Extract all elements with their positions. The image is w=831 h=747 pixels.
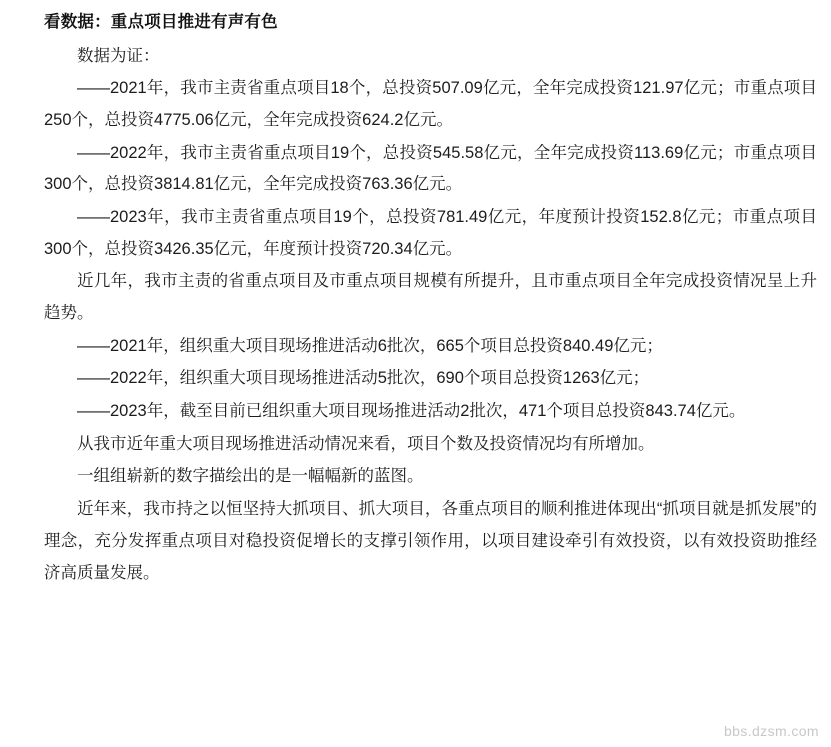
paragraph-2023-site-events: ——2023年，截至目前已组织重大项目现场推进活动2批次，471个项目总投资843.74亿元。 xyxy=(77,402,746,421)
paragraph-blueprint: 一组组崭新的数字描绘出的是一幅幅新的蓝图。 xyxy=(77,467,424,486)
paragraph-intro: 数据为证： xyxy=(77,46,160,65)
paragraph-2021-key-project-data: ——2021年，我市主责省重点项目18个，总投资507.09亿元，全年完成投资121.97亿元；市重点项目250个，总投资4775.06亿元，全年完成投资624.2亿元。 xyxy=(44,79,817,130)
paragraph-2022-key-project-data: ——2022年，我市主责省重点项目19个，总投资545.58亿元，全年完成投资113.69亿元；市重点项目300个，总投资3814.81亿元，全年完成投资763.36亿元。 xyxy=(44,143,817,194)
paragraph-2022-site-events: ——2022年，组织重大项目现场推进活动5批次，690个项目总投资1263亿元； xyxy=(77,369,650,388)
paragraph-scale-summary: 近几年，我市主责的省重点项目及市重点项目规模有所提升，且市重点项目全年完成投资情况呈上升趋势。 xyxy=(44,272,817,323)
site-watermark: bbs.dzsm.com xyxy=(723,723,819,739)
paragraph-2021-site-events: ——2021年，组织重大项目现场推进活动6批次，665个项目总投资840.49亿元； xyxy=(77,336,663,355)
page-title: 看数据：重点项目推进有声有色 xyxy=(44,13,278,31)
paragraph-closing: 近年来，我市持之以恒坚持大抓项目、抓大项目，各重点项目的顺利推进体现出“抓项目就是抓发展”的理念，充分发挥重点项目对稳投资促增长的支撑引领作用，以项目建设牵引有效投资，以有效投资助推经济高质量发展。 xyxy=(44,500,817,582)
paragraph-2023-key-project-data: ——2023年，我市主责省重点项目19个，总投资781.49亿元，年度预计投资152.8亿元；市重点项目300个，总投资3426.35亿元，年度预计投资720.34亿元。 xyxy=(44,208,817,258)
paragraph-events-summary: 从我市近年重大项目现场推进活动情况来看，项目个数及投资情况均有所增加。 xyxy=(77,434,655,453)
